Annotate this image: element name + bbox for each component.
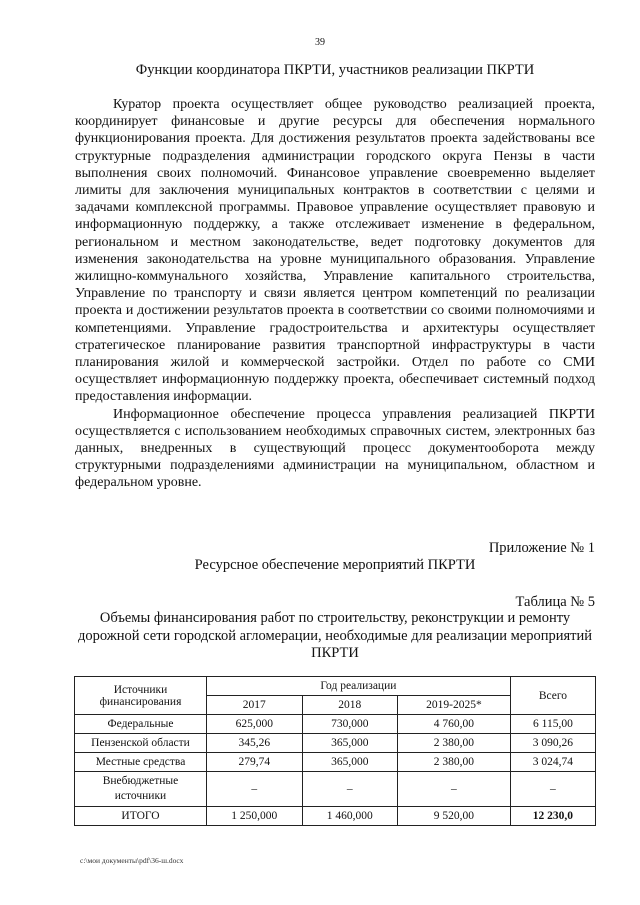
row-total: 3 024,74	[510, 753, 595, 772]
row-value: 730,000	[302, 715, 398, 734]
grand-total: 12 230,0	[510, 807, 595, 826]
table-row	[75, 715, 596, 734]
row-value: 279,74	[207, 753, 303, 772]
table-header-row	[75, 677, 596, 696]
header-year: 2019-2025*	[398, 696, 511, 715]
row-total: 6 115,00	[510, 715, 595, 734]
paragraph-information: Информационное обеспечение процесса управления реализацией ПКРТИ осуществляется с использованием необходимых справочных систем, электронных баз данных, внедренных в существующий процесс документооборота между структурными подразделениями администрации на муниципальном, областном и федеральном уровне.	[75, 406, 595, 491]
row-value: 1 460,000	[302, 807, 398, 826]
row-value: 2 380,00	[398, 753, 511, 772]
row-value: 365,000	[302, 753, 398, 772]
body-text	[75, 96, 595, 492]
header-year: 2018	[302, 696, 398, 715]
row-total: –	[510, 772, 595, 807]
row-value: –	[207, 772, 303, 807]
section-heading: Функции координатора ПКРТИ, участников реализации ПКРТИ	[135, 62, 535, 78]
file-path-footer: c:\мои документы\pdf\36-ш.docx	[80, 856, 184, 865]
row-total: 3 090,26	[510, 734, 595, 753]
row-source: ИТОГО	[75, 807, 207, 826]
header-total: Всего	[510, 677, 595, 715]
table-row	[75, 772, 596, 807]
financing-table	[74, 676, 596, 826]
row-source: Внебюджетные источники	[75, 772, 207, 807]
row-value: –	[398, 772, 511, 807]
header-year: 2017	[207, 696, 303, 715]
table-row	[75, 753, 596, 772]
row-value: –	[302, 772, 398, 807]
table-label: Таблица № 5	[515, 594, 595, 610]
row-value: 345,26	[207, 734, 303, 753]
header-sources: Источники финансирования	[75, 677, 207, 715]
row-value: 1 250,000	[207, 807, 303, 826]
appendix-label: Приложение № 1	[488, 540, 595, 556]
row-value: 4 760,00	[398, 715, 511, 734]
row-value: 2 380,00	[398, 734, 511, 753]
table-title: Объемы финансирования работ по строительству, реконструкции и ремонту дорожной сети городской агломерации, необходимые для реализации мероприятий ПКРТИ	[77, 610, 593, 661]
row-value: 625,000	[207, 715, 303, 734]
table-row	[75, 734, 596, 753]
row-source: Федеральные	[75, 715, 207, 734]
page-number: 39	[315, 37, 325, 48]
paragraph-curator: Куратор проекта осуществляет общее руководство реализацией проекта, координирует финансовые и другие ресурсы для обеспечения нормального функционирования проекта. Для достижения результатов проекта задействованы все структурные подразделения администрации городского округа Пензы в части выполнения своих полномочий. Финансовое управление своевременно выделяет лимиты для заключения муниципальных контрактов в соответствии с целями и задачами комплексной программы. Правовое управление осуществляет правовую и информационную поддержку, а также отслеживает изменение в федеральном, региональном и местном законодательстве, ведет подготовку документов для изменения законодательства на уровне муниципального образования. Управление жилищно-коммунального хозяйства, Управление капитального строительства, Управление по транспорту и связи является центром компетенций по реализации проекта и достижении результатов проекта в соответствии со своими полномочиями и компетенциями. Управление градостроительства и архитектуры осуществляет стратегическое планирование развития транспортной инфраструктуры в части планирования жилой и коммерческой застройки. Отдел по работе со СМИ осуществляет информационную поддержку проекта, обеспечивает системный подход предоставления информации.	[75, 97, 595, 405]
row-value: 365,000	[302, 734, 398, 753]
row-value: 9 520,00	[398, 807, 511, 826]
row-source: Пензенской области	[75, 734, 207, 753]
row-source: Местные средства	[75, 753, 207, 772]
appendix-title: Ресурсное обеспечение мероприятий ПКРТИ	[194, 557, 476, 573]
header-year-group: Год реализации	[207, 677, 511, 696]
table-total-row	[75, 807, 596, 826]
